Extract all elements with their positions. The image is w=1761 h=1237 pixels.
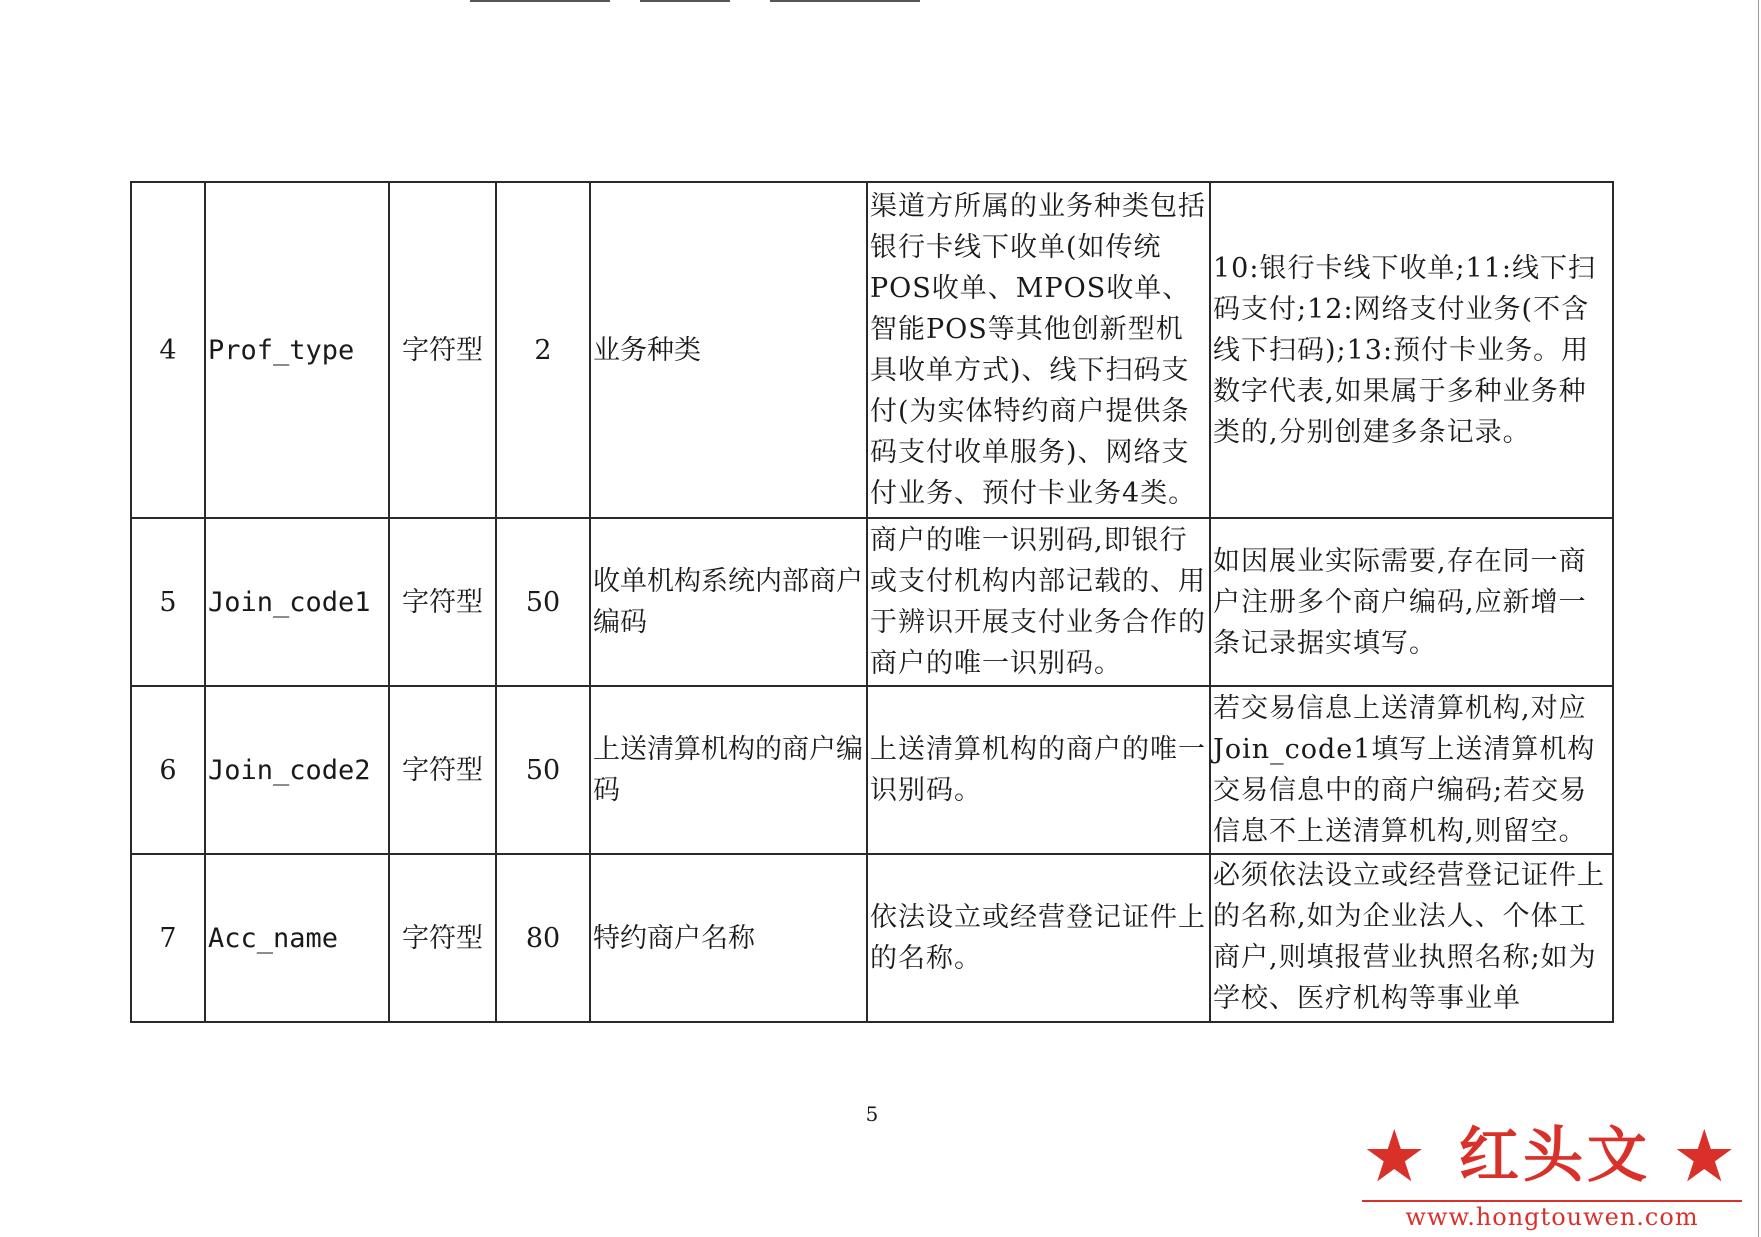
scan-mark — [640, 0, 730, 2]
data-type: 字符型 — [389, 518, 496, 686]
field-description: 渠道方所属的业务种类包括银行卡线下收单(如传统POS收单、MPOS收单、智能POS等其他创新型机具收单方式)、线下扫码支付(为实体特约商户提供条码支付收单服务)、网络支付业务、预付卡业务4类。 — [867, 182, 1210, 518]
scan-border — [1758, 0, 1759, 1237]
table-row — [131, 686, 1613, 854]
field-length: 80 — [496, 854, 590, 1022]
row-number: 4 — [131, 182, 205, 518]
row-number: 5 — [131, 518, 205, 686]
field-name: 业务种类 — [590, 182, 867, 518]
data-type: 字符型 — [389, 686, 496, 854]
field-code: Join_code2 — [205, 686, 389, 854]
field-name: 特约商户名称 — [590, 854, 867, 1022]
fill-rule: 必须依法设立或经营登记证件上的名称,如为企业法人、个体工商户,则填报营业执照名称;如为学校、医疗机构等事业单 — [1210, 854, 1613, 1022]
row-number: 7 — [131, 854, 205, 1022]
field-name: 收单机构系统内部商户编码 — [590, 518, 867, 686]
star-icon: ★ — [1672, 1114, 1737, 1198]
field-description: 上送清算机构的商户的唯一识别码。 — [867, 686, 1210, 854]
row-number: 6 — [131, 686, 205, 854]
watermark — [1362, 1114, 1742, 1231]
data-type: 字符型 — [389, 854, 496, 1022]
field-spec-table — [130, 181, 1614, 1023]
field-name: 上送清算机构的商户编码 — [590, 686, 867, 854]
fill-rule: 10:银行卡线下收单;11:线下扫码支付;12:网络支付业务(不含线下扫码);13:预付卡业务。用数字代表,如果属于多种业务种类的,分别创建多条记录。 — [1210, 182, 1613, 518]
table-row — [131, 854, 1613, 1022]
watermark-url: www.hongtouwen.com — [1405, 1203, 1699, 1231]
scan-mark — [470, 0, 610, 2]
field-code: Prof_type — [205, 182, 389, 518]
watermark-divider — [1362, 1200, 1742, 1202]
table-row — [131, 182, 1613, 518]
star-icon: ★ — [1362, 1114, 1427, 1198]
field-code: Acc_name — [205, 854, 389, 1022]
data-type: 字符型 — [389, 182, 496, 518]
page-number: 5 — [865, 1102, 879, 1126]
field-length: 50 — [496, 518, 590, 686]
field-length: 50 — [496, 686, 590, 854]
field-code: Join_code1 — [205, 518, 389, 686]
scan-mark — [770, 0, 920, 2]
field-description: 商户的唯一识别码,即银行或支付机构内部记载的、用于辨识开展支付业务合作的商户的唯一识别码。 — [867, 518, 1210, 686]
fill-rule: 若交易信息上送清算机构,对应Join_code1填写上送清算机构交易信息中的商户编码;若交易信息不上送清算机构,则留空。 — [1210, 686, 1613, 854]
field-length: 2 — [496, 182, 590, 518]
fill-rule: 如因展业实际需要,存在同一商户注册多个商户编码,应新增一条记录据实填写。 — [1210, 518, 1613, 686]
field-description: 依法设立或经营登记证件上的名称。 — [867, 854, 1210, 1022]
table-row — [131, 518, 1613, 686]
watermark-title: 红头文 — [1459, 1121, 1651, 1191]
